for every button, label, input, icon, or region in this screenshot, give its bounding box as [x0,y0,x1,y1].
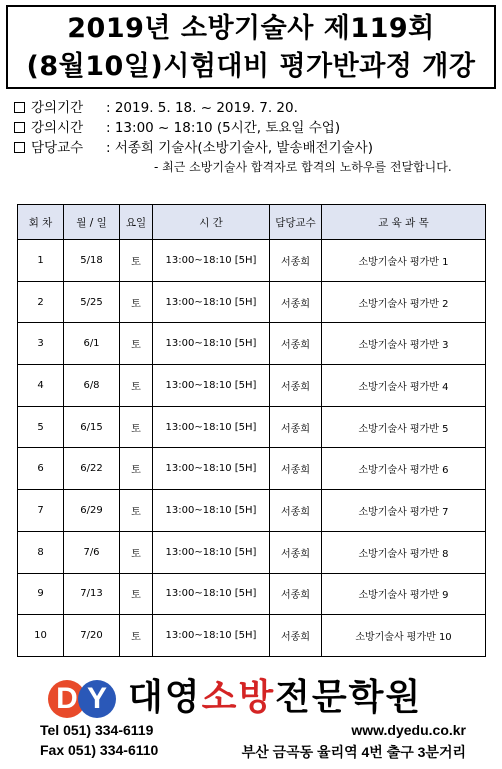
cell-date: 5/18 [64,240,120,282]
table-row [18,240,486,282]
cell-time: 13:00~18:10 [5H] [153,573,270,615]
cell-professor: 서종희 [270,365,322,407]
info-time [14,118,494,138]
cell-professor: 서종희 [270,406,322,448]
cell-session: 1 [18,240,64,282]
logo-y-mark: Y [78,680,116,718]
cell-session: 8 [18,531,64,573]
cell-subject: 소방기술사 평가반 5 [322,406,486,448]
cell-professor: 서종희 [270,531,322,573]
cell-date: 7/13 [64,573,120,615]
title-line-2: (8월10일)시험대비 평가반과정 개강 [26,51,476,82]
cell-subject: 소방기술사 평가반 3 [322,323,486,365]
cell-subject: 소방기술사 평가반 6 [322,448,486,490]
table-row [18,281,486,323]
cell-session: 7 [18,490,64,532]
table-row [18,490,486,532]
cell-session: 9 [18,573,64,615]
table-row [18,448,486,490]
table-row [18,365,486,407]
table-row [18,323,486,365]
cell-day: 토 [120,406,153,448]
course-info [14,98,494,176]
info-value: : 13:00 ~ 18:10 (5시간, 토요일 수업) [106,120,341,136]
cell-date: 6/15 [64,406,120,448]
cell-session: 6 [18,448,64,490]
cell-time: 13:00~18:10 [5H] [153,240,270,282]
schedule-table [17,204,486,657]
brand-name [128,676,422,720]
cell-date: 6/8 [64,365,120,407]
table-row [18,615,486,657]
logo-d-mark: D [48,680,86,718]
info-label: 강의시간 [31,120,84,136]
cell-professor: 서종희 [270,281,322,323]
brand-prefix: 대영 [128,677,202,718]
cell-subject: 소방기술사 평가반 4 [322,365,486,407]
website: www.dyedu.co.kr [351,722,466,738]
header-date: 월 / 일 [64,205,120,240]
address: 부산 금곡동 율리역 4번 출구 3분거리 [241,744,466,760]
footer [0,676,502,769]
cell-day: 토 [120,365,153,407]
cell-date: 6/29 [64,490,120,532]
title-line-1: 2019년 소방기술사 제119회 [67,13,435,44]
cell-time: 13:00~18:10 [5H] [153,615,270,657]
table-row [18,531,486,573]
cell-subject: 소방기술사 평가반 8 [322,531,486,573]
cell-time: 13:00~18:10 [5H] [153,490,270,532]
cell-subject: 소방기술사 평가반 10 [322,615,486,657]
cell-session: 5 [18,406,64,448]
cell-time: 13:00~18:10 [5H] [153,281,270,323]
cell-day: 토 [120,240,153,282]
cell-time: 13:00~18:10 [5H] [153,406,270,448]
checkbox-icon [14,142,25,153]
cell-subject: 소방기술사 평가반 7 [322,490,486,532]
cell-time: 13:00~18:10 [5H] [153,323,270,365]
info-period [14,98,494,118]
header-day: 요일 [120,205,153,240]
brand-accent: 소방 [201,677,276,718]
cell-professor: 서종희 [270,448,322,490]
dy-logo-icon [48,680,118,720]
cell-subject: 소방기술사 평가반 9 [322,573,486,615]
cell-time: 13:00~18:10 [5H] [153,531,270,573]
brand-suffix: 전문학원 [275,677,423,718]
table-header-row [18,205,486,240]
checkbox-icon [14,122,25,133]
cell-day: 토 [120,531,153,573]
cell-professor: 서종희 [270,323,322,365]
info-note: - 최근 소방기술사 합격자로 합격의 노하우를 전달합니다. [154,160,452,174]
header-session: 회 차 [18,205,64,240]
cell-session: 2 [18,281,64,323]
cell-date: 6/22 [64,448,120,490]
cell-date: 7/20 [64,615,120,657]
info-value: : 서종희 기술사(소방기술사, 발송배전기술사) [106,140,373,156]
cell-day: 토 [120,615,153,657]
table-row [18,406,486,448]
cell-professor: 서종희 [270,240,322,282]
cell-time: 13:00~18:10 [5H] [153,365,270,407]
checkbox-icon [14,102,25,113]
cell-time: 13:00~18:10 [5H] [153,448,270,490]
info-value: : 2019. 5. 18. ~ 2019. 7. 20. [106,100,298,116]
fax-number: Fax 051) 334-6110 [40,742,159,758]
cell-date: 5/25 [64,281,120,323]
cell-day: 토 [120,448,153,490]
cell-professor: 서종희 [270,615,322,657]
tel-number: Tel 051) 334-6119 [40,722,154,738]
cell-session: 4 [18,365,64,407]
cell-day: 토 [120,281,153,323]
table-row [18,573,486,615]
cell-day: 토 [120,490,153,532]
cell-subject: 소방기술사 평가반 2 [322,281,486,323]
cell-subject: 소방기술사 평가반 1 [322,240,486,282]
cell-session: 3 [18,323,64,365]
cell-date: 6/1 [64,323,120,365]
cell-day: 토 [120,323,153,365]
header-professor: 담당교수 [270,205,322,240]
header-time: 시 간 [153,205,270,240]
cell-professor: 서종희 [270,490,322,532]
header-subject: 교 육 과 목 [322,205,486,240]
info-label: 강의기간 [31,100,84,116]
cell-day: 토 [120,573,153,615]
cell-professor: 서종희 [270,573,322,615]
title-box [6,5,496,89]
cell-date: 7/6 [64,531,120,573]
info-professor [14,138,494,158]
cell-session: 10 [18,615,64,657]
info-label: 담당교수 [31,140,84,156]
